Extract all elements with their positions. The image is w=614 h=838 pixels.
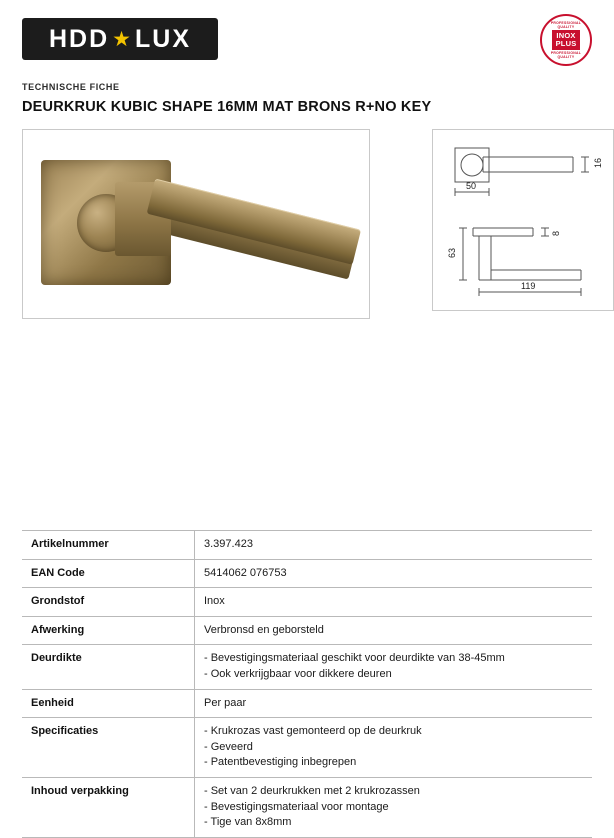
- dim-side-thickness-label: 8: [551, 230, 561, 236]
- badge-ring-top-text: PROFESSIONAL QUALITY: [550, 21, 582, 29]
- row-value-line: - Bevestigingsmateriaal voor montage: [204, 800, 389, 813]
- row-value-line: - Set van 2 deurkrukken met 2 krukrozassen: [204, 785, 420, 798]
- row-key: Grondstof: [22, 588, 195, 617]
- row-value-line: - Krukrozas vast gemonteerd op de deurkruk: [204, 725, 422, 738]
- row-value: [195, 645, 593, 689]
- technical-drawing: [432, 129, 614, 311]
- badge-ring-bottom-text: PROFESSIONAL QUALITY: [550, 51, 582, 59]
- row-value-line: - Ook verkrijgbaar voor dikkere deuren: [204, 668, 392, 681]
- row-value-line: - Tige van 8x8mm: [204, 816, 292, 829]
- brand-logo-text-lux: LUX: [135, 24, 191, 53]
- brand-logo-text-hdd: HDD: [49, 24, 110, 53]
- table-row: [22, 616, 592, 645]
- row-key: EAN Code: [22, 559, 195, 588]
- row-key: Eenheid: [22, 689, 195, 718]
- row-value-line: 5414062 076753: [204, 566, 287, 579]
- star-icon: ★: [112, 27, 132, 51]
- badge-core-line1: INOX: [556, 31, 576, 41]
- row-value-line: Per paar: [204, 696, 247, 709]
- row-value-line: Inox: [204, 595, 225, 608]
- dim-top-height-label: 16: [593, 157, 603, 168]
- row-value: [195, 689, 593, 718]
- specification-table: [22, 530, 592, 838]
- technical-drawing-svg: [433, 130, 613, 310]
- table-row: [22, 689, 592, 718]
- table-row: [22, 588, 592, 617]
- page-title: DEURKRUK KUBIC SHAPE 16MM MAT BRONS R+NO KEY: [22, 99, 432, 115]
- dim-side-height-label: 63: [447, 247, 457, 258]
- inox-plus-badge: [540, 14, 592, 66]
- dim-top-width-label: 50: [466, 181, 477, 191]
- table-row: [22, 718, 592, 778]
- row-value-line: - Patentbevestiging inbegrepen: [204, 756, 357, 769]
- visual-section: [22, 129, 603, 329]
- row-value: [195, 778, 593, 838]
- row-value: [195, 531, 593, 560]
- specification-table-body: [22, 531, 592, 838]
- table-row: [22, 559, 592, 588]
- row-value: [195, 588, 593, 617]
- row-key: Specificaties: [22, 718, 195, 778]
- page-header: [22, 14, 592, 72]
- table-row: [22, 645, 592, 689]
- row-key: Artikelnummer: [22, 531, 195, 560]
- row-value-line: - Bevestigingsmateriaal geschikt voor deurdikte van 38-45mm: [204, 652, 505, 665]
- document-kicker: TECHNISCHE FICHE: [22, 82, 120, 92]
- row-value-line: - Geveerd: [204, 740, 253, 753]
- badge-core-line2: PLUS: [555, 39, 577, 48]
- row-value: [195, 616, 593, 645]
- row-value: [195, 718, 593, 778]
- table-row: [22, 778, 592, 838]
- table-row: [22, 531, 592, 560]
- product-photo: [22, 129, 370, 319]
- brand-logo: [22, 18, 218, 60]
- row-value: [195, 559, 593, 588]
- row-value-line: Verbronsd en geborsteld: [204, 623, 324, 636]
- row-key: Afwerking: [22, 616, 195, 645]
- badge-core: [552, 30, 581, 50]
- row-key: Deurdikte: [22, 645, 195, 689]
- technical-sheet-page: [0, 14, 614, 829]
- row-value-line: 3.397.423: [204, 538, 253, 550]
- dim-side-length-label: 119: [521, 281, 536, 291]
- row-key: Inhoud verpakking: [22, 778, 195, 838]
